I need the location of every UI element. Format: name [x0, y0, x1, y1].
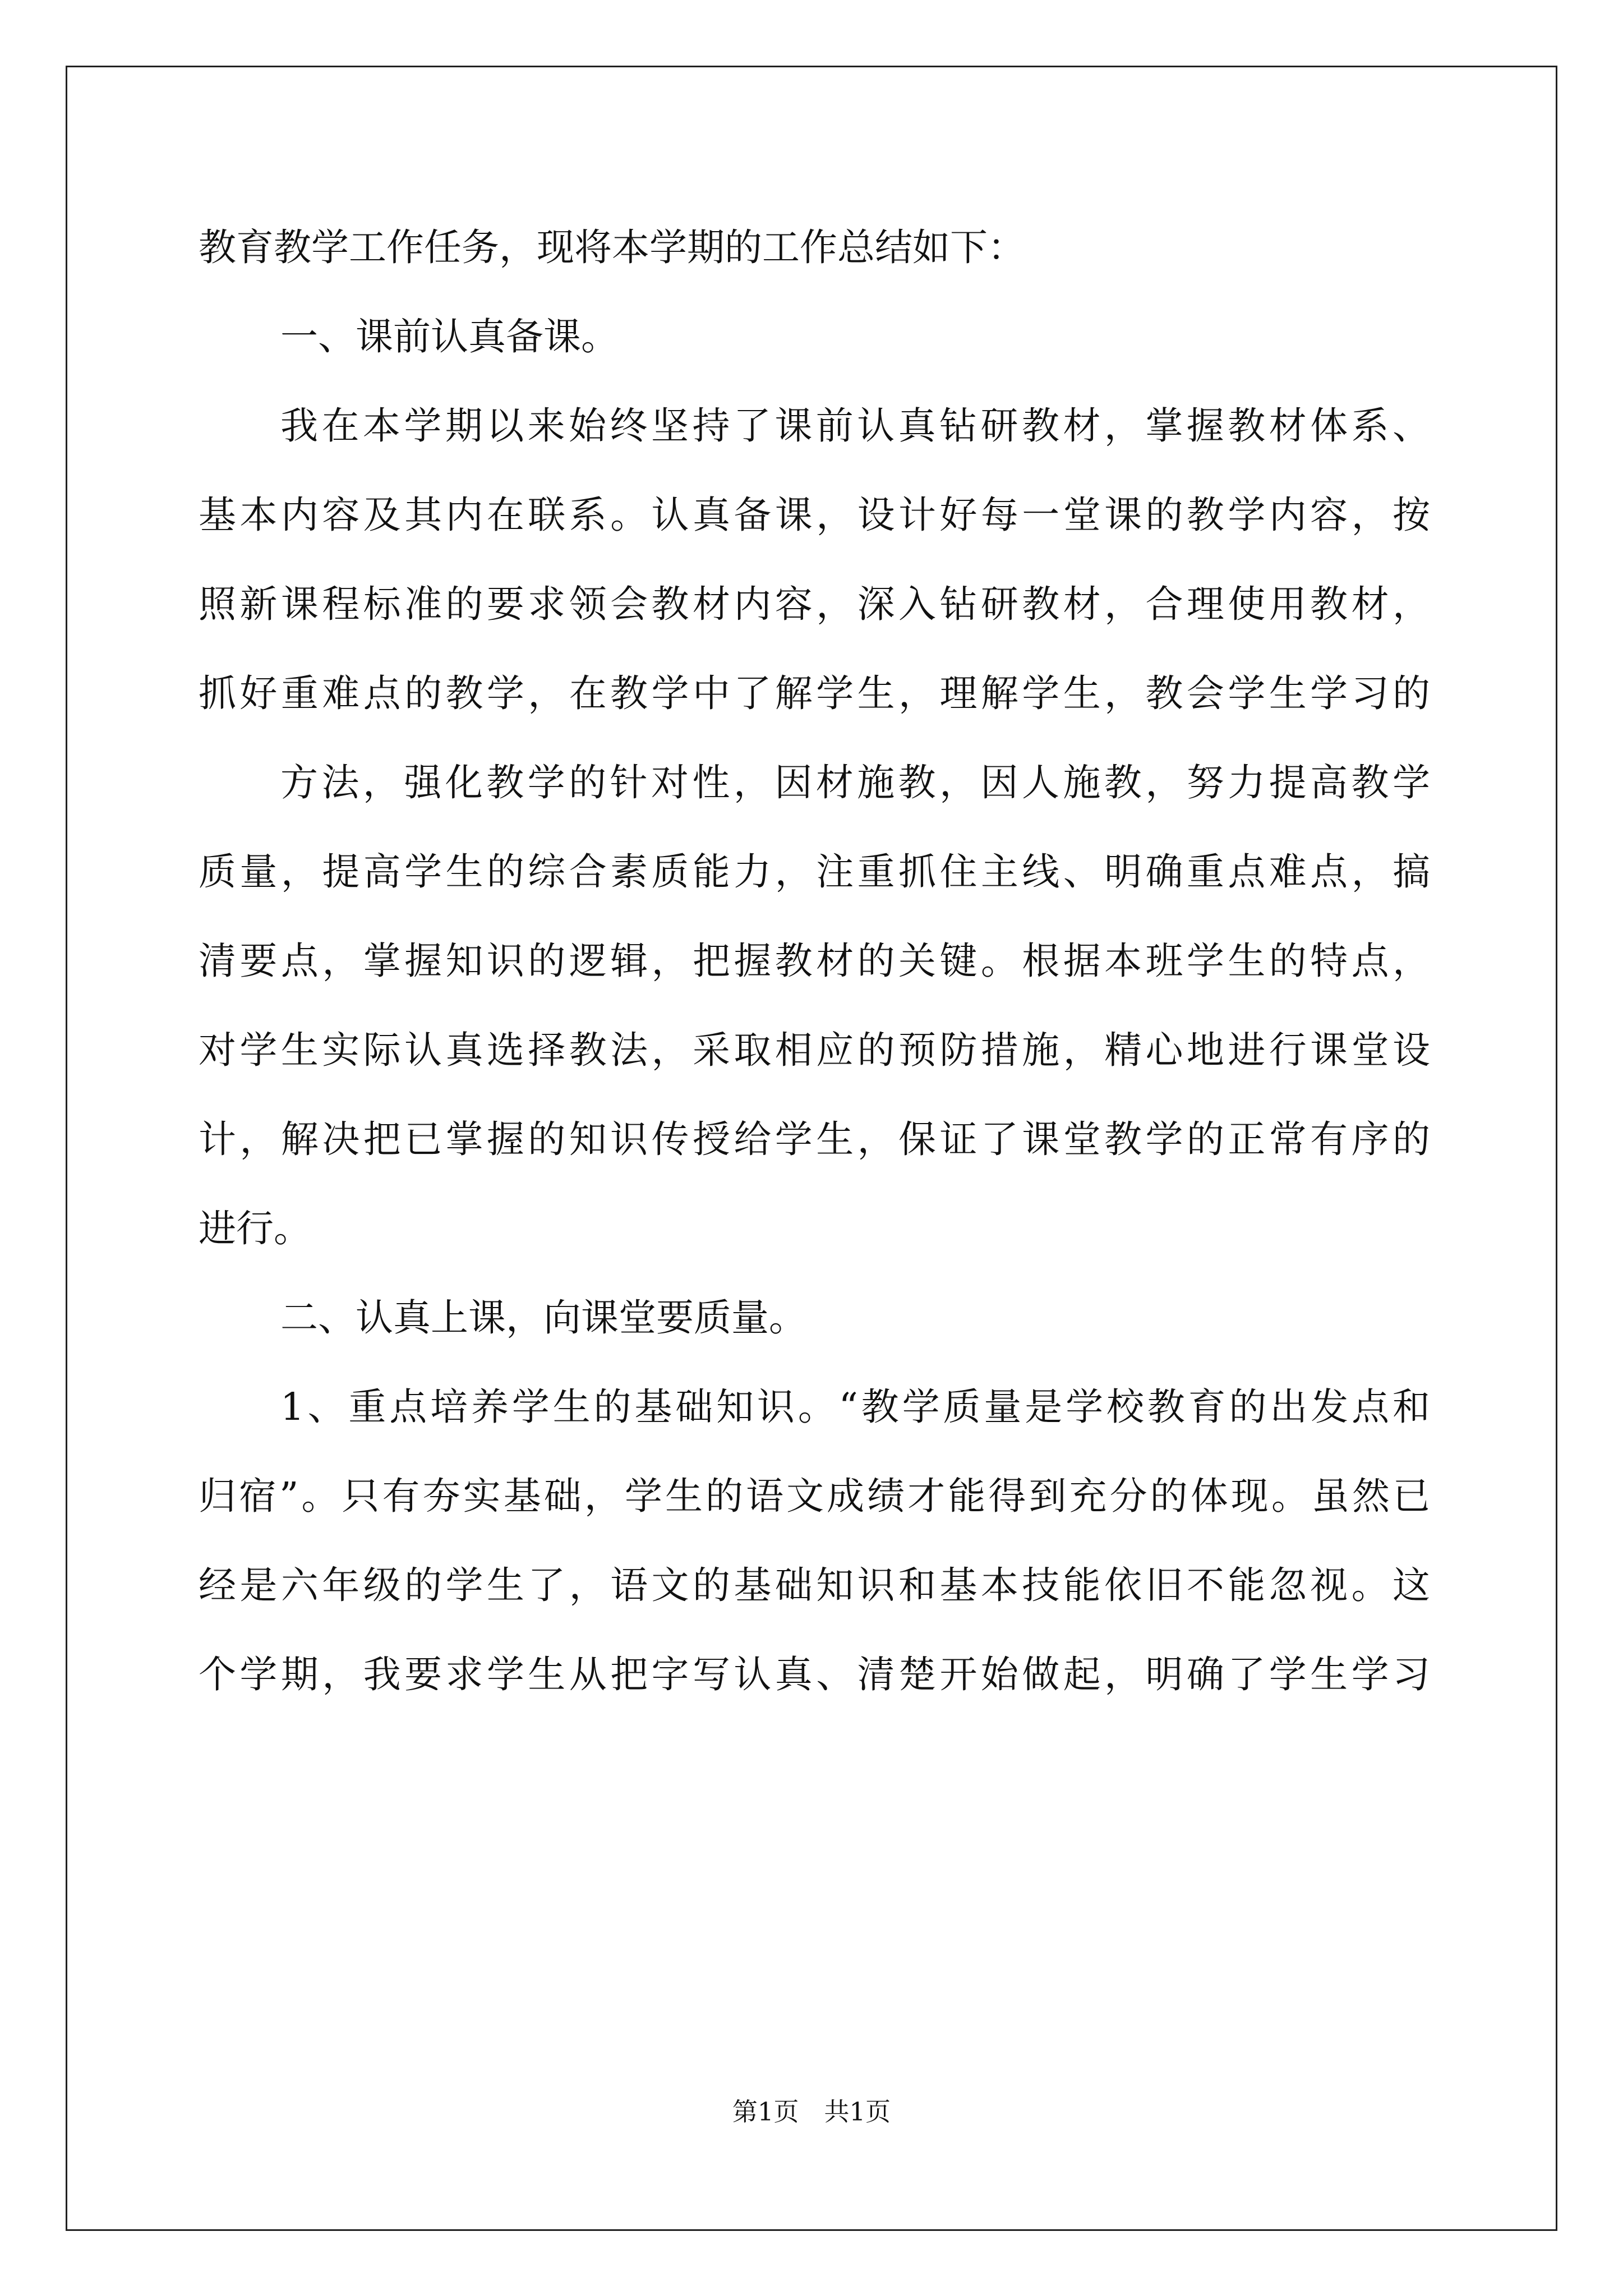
text-line: 质量，提高学生的综合素质能力，注重抓住主线、明确重点难点，搞	[199, 850, 1430, 894]
text-line: 基本内容及其内在联系。认真备课，设计好每一堂课的教学内容，按	[199, 493, 1430, 537]
text-line: 经是六年级的学生了，语文的基础知识和基本技能依旧不能忽视。这	[199, 1563, 1430, 1607]
section-heading: 二、认真上课，向课堂要质量。	[280, 1296, 806, 1340]
text-line: 清要点，掌握知识的逻辑，把握教材的关键。根据本班学生的特点，	[199, 939, 1430, 983]
text-line: 归宿”。只有夯实基础，学生的语文成绩才能得到充分的体现。虽然已	[199, 1474, 1430, 1518]
text-line: 方法，强化教学的针对性，因材施教，因人施教，努力提高教学	[280, 761, 1430, 804]
text-line: 抓好重难点的教学，在教学中了解学生，理解学生，教会学生学习的	[199, 671, 1430, 715]
text-line: 计，解决把已掌握的知识传授给学生，保证了课堂教学的正常有序的	[199, 1117, 1430, 1161]
text-line: 对学生实际认真选择教法，采取相应的预防措施，精心地进行课堂设	[199, 1028, 1430, 1072]
text-line: 教育教学工作任务，现将本学期的工作总结如下：	[199, 226, 1025, 269]
text-line: 进行。	[199, 1207, 311, 1250]
text-line: 照新课程标准的要求领会教材内容，深入钻研教材，合理使用教材，	[199, 582, 1430, 626]
page-footer: 第1页 共1页	[732, 2097, 891, 2127]
text-line: 我在本学期以来始终坚持了课前认真钻研教材，掌握教材体系、	[280, 404, 1430, 448]
text-line: 个学期，我要求学生从把字写认真、清楚开始做起，明确了学生学习	[199, 1653, 1430, 1696]
section-heading: 一、课前认真备课。	[280, 315, 619, 358]
text-line: 1、重点培养学生的基础知识。“教学质量是学校教育的出发点和	[280, 1385, 1430, 1429]
